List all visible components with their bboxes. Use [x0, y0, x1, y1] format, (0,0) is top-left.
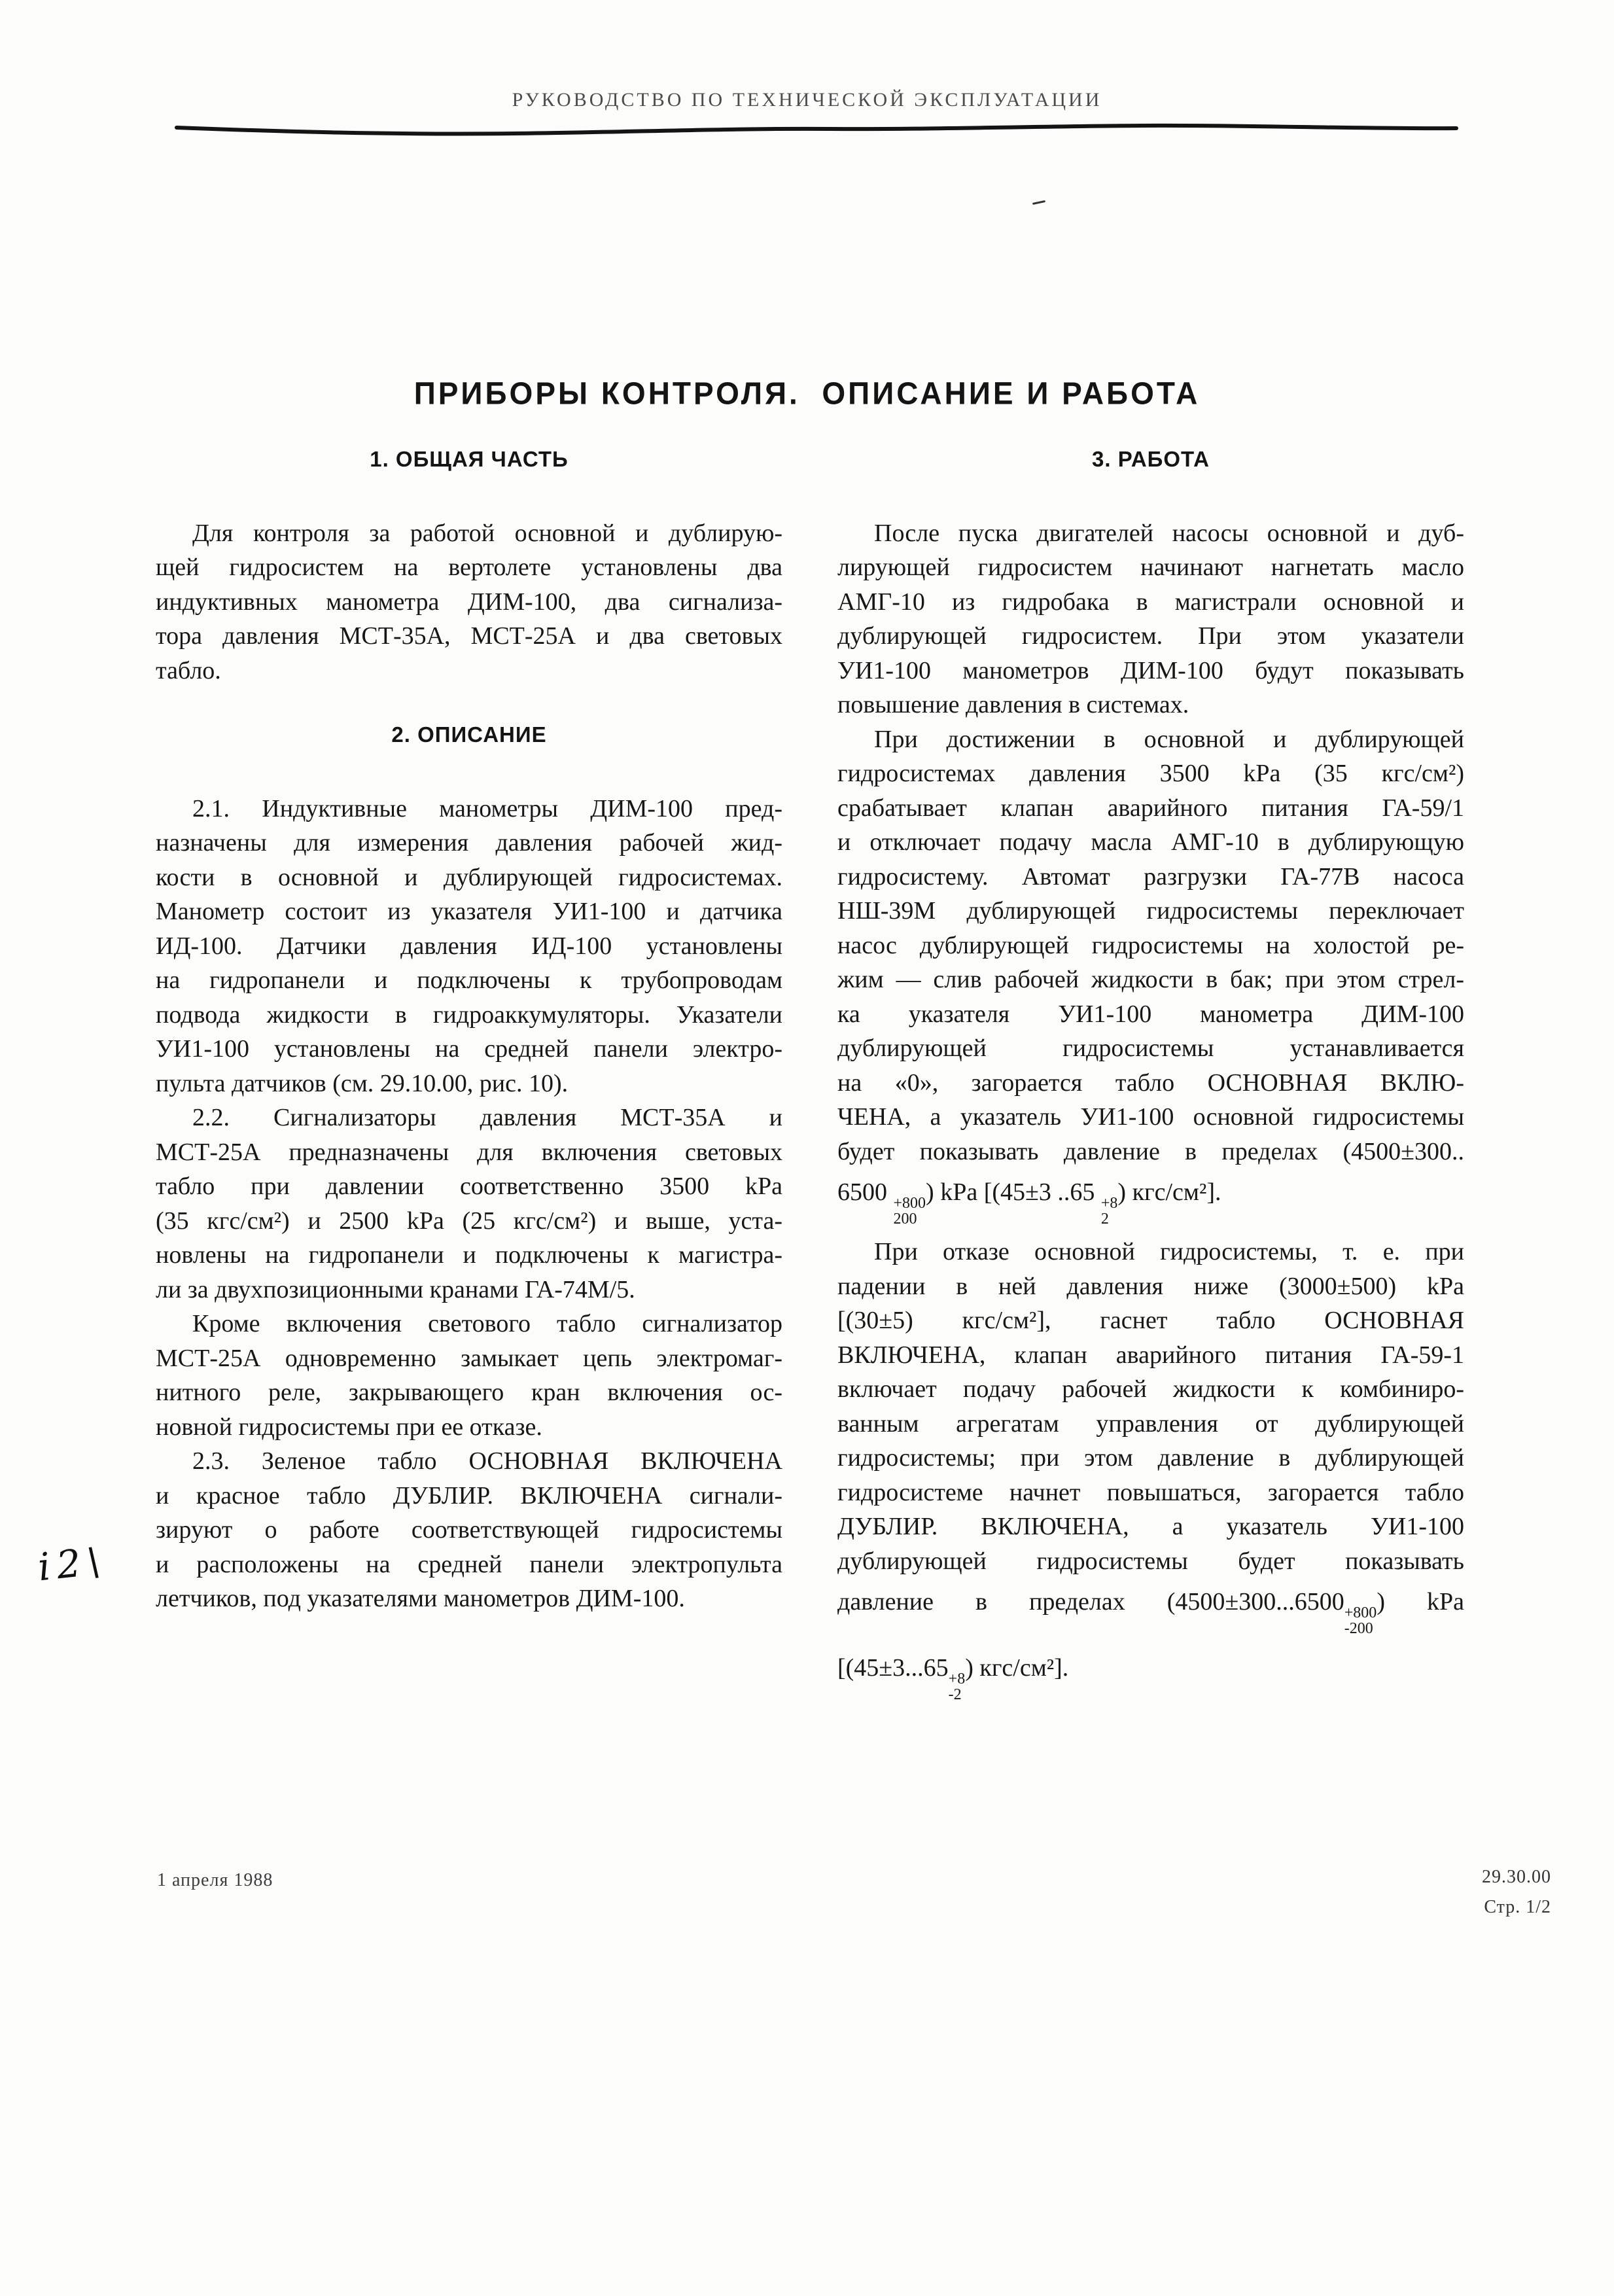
text-line: нитного реле, закрывающего кран включения ос- — [156, 1379, 782, 1406]
text-line: 2.3. Зеленое табло ОСНОВНАЯ ВКЛЮЧЕНА — [192, 1447, 782, 1475]
text-line: новлены на гидропанели и подключены к магистра- — [156, 1241, 782, 1269]
text-line: 6500 +800 200 ) kPa [(45±3 ..65 +8 2 ) кгс/см²]. — [837, 1178, 1221, 1227]
text-line: дублирующей гидросистемы будет показывать — [837, 1547, 1464, 1575]
text-line: ка указателя УИ1-100 манометра ДИМ-100 — [837, 1000, 1464, 1028]
text-line: [(45±3...65 +8 -2 ) кгс/см²]. — [837, 1654, 1069, 1703]
text-line: лирующей гидросистем начинают нагнетать масло — [837, 554, 1464, 581]
text-line: ВКЛЮЧЕНА, клапан аварийного питания ГА-59-1 — [837, 1341, 1464, 1369]
text-line: ЧЕНА, а указатель УИ1-100 основной гидросистемы — [837, 1103, 1464, 1131]
text-line: гидросистему. Автомат разгрузки ГА-77В насоса — [837, 862, 1464, 891]
tolerance-stack: +8 2 — [1100, 1195, 1118, 1227]
text-line: включает подачу рабочей жидкости к комбиниро- — [837, 1375, 1464, 1403]
text-line: ИД-100. Датчики давления ИД-100 установлены — [156, 932, 782, 960]
text-line: (35 кгс/см²) и 2500 kPa (25 кгс/см²) и выше, уста- — [156, 1207, 782, 1235]
left-column — [156, 442, 782, 1616]
tolerance-stack: +800 -200 — [1344, 1604, 1377, 1637]
text-line: гидросистеме начнет повышаться, загорается табло — [837, 1478, 1464, 1506]
paragraph-2-1 — [156, 792, 782, 1101]
text-line: и отключает подачу масла АМГ-10 в дублирующую — [837, 828, 1464, 856]
text-line: УИ1-100 установлены на средней панели электро- — [156, 1035, 782, 1063]
text-line: Манометр состоит из указателя УИ1-100 и датчика — [156, 898, 782, 925]
text-line: Для контроля за работой основной и дублирую- — [192, 519, 782, 547]
text-line: дублирующей гидросистем. При этом указатели — [837, 622, 1464, 650]
footer-reference — [1482, 1862, 1551, 1922]
scan-artifact-dash — [1032, 200, 1045, 205]
text-line: назначены для измерения давления рабочей жид- — [156, 829, 782, 857]
text-line: подвода жидкости в гидроаккумуляторы. Указатели — [156, 1000, 782, 1029]
text-line: После пуска двигателей насосы основной и дуб- — [874, 519, 1464, 547]
text-line: будет показывать давление в пределах (4500±300.. — [837, 1137, 1464, 1165]
footer-page-ref: Стр. 1/2 — [1484, 1897, 1551, 1917]
section-heading-operation: 3. РАБОТА — [1092, 447, 1210, 471]
text-line: При отказе основной гидросистемы, т. е. при — [874, 1238, 1464, 1265]
paragraph-work-2 — [837, 722, 1464, 1235]
text-line: на «0», загорается табло ОСНОВНАЯ ВКЛЮ- — [837, 1069, 1464, 1097]
text-line: повышение давления в системах. — [837, 691, 1189, 718]
text-line: щей гидросистем на вертолете установлены два — [156, 554, 782, 581]
tolerance-stack: +800 200 — [893, 1195, 926, 1227]
text-line: насос дублирующей гидросистемы на холостой ре- — [837, 931, 1464, 959]
text-line: срабатывает клапан аварийного питания ГА-59/1 — [837, 794, 1464, 822]
text-line: МСТ-25А предназначены для включения световых — [156, 1138, 782, 1166]
right-column — [837, 442, 1464, 1710]
text-line: зируют о работе соответствующей гидросистемы — [156, 1516, 782, 1544]
text-line: и красное табло ДУБЛИР. ВКЛЮЧЕНА сигнали- — [156, 1481, 782, 1510]
text-line: 2.2. Сигнализаторы давления МСТ-35А и — [192, 1104, 782, 1131]
handwritten-page-mark: i2\ — [35, 1538, 109, 1590]
text-line: ДУБЛИР. ВКЛЮЧЕНА, а указатель УИ1-100 — [837, 1513, 1464, 1540]
text-line: [(30±5) кгс/см²], гаснет табло ОСНОВНАЯ — [837, 1307, 1464, 1334]
text-line: и расположены на средней панели электропульта — [156, 1550, 782, 1578]
text-line: падении в ней давления ниже (3000±500) kPa — [837, 1272, 1464, 1300]
text-line: тора давления МСТ-35А, МСТ-25А и два световых — [156, 622, 782, 650]
paragraph-general — [156, 516, 782, 688]
text-line: пульта датчиков (см. 29.10.00, рис. 10). — [156, 1069, 569, 1097]
text-line: АМГ-10 из гидробака в магистрали основной и — [837, 588, 1464, 616]
text-line: ванным агрегатам управления от дублирующей — [837, 1409, 1464, 1438]
text-line: табло при давлении соответственно 3500 kPa — [156, 1173, 782, 1200]
text-line: дублирующей гидросистемы устанавливается — [837, 1034, 1464, 1062]
footer-date: 1 апреля 1988 — [157, 1870, 273, 1890]
text-line: НШ-39М дублирующей гидросистемы переключает — [837, 897, 1464, 925]
paragraph-2-3 — [156, 1444, 782, 1616]
section-heading-general: 1. ОБЩАЯ ЧАСТЬ — [370, 447, 569, 471]
section-heading-description: 2. ОПИСАНИЕ — [391, 722, 547, 747]
text-line: При достижении в основной и дублирующей — [874, 725, 1464, 753]
paragraph-work-3 — [837, 1235, 1464, 1710]
text-line: на гидропанели и подключены к трубопроводам — [156, 966, 782, 994]
text-line: УИ1-100 манометров ДИМ-100 будут показывать — [837, 656, 1464, 684]
paragraph-work-1 — [837, 516, 1464, 722]
text-line: Кроме включения светового табло сигнализатор — [192, 1310, 782, 1337]
text-line: гидросистемах давления 3500 kPa (35 кгс/см²) — [837, 760, 1464, 787]
paragraph-2-2 — [156, 1101, 782, 1307]
text-line: давление в пределах (4500±300...6500 +800 -200 ) kPa — [837, 1588, 1464, 1637]
footer-doc-number: 29.30.00 — [1482, 1867, 1551, 1887]
text-line: жим — слив рабочей жидкости в бак; при этом стрел- — [837, 966, 1464, 993]
page-title: ПРИБОРЫ КОНТРОЛЯ. ОПИСАНИЕ И РАБОТА — [413, 375, 1201, 412]
text-line: индуктивных манометра ДИМ-100, два сигнализа- — [156, 588, 782, 616]
text-line: ли за двухпозиционными кранами ГА-74М/5. — [156, 1275, 635, 1303]
text-line: гидросистемы; при этом давление в дублирующей — [837, 1444, 1464, 1472]
text-line: 2.1. Индуктивные манометры ДИМ-100 пред- — [192, 794, 782, 822]
text-line: летчиков, под указателями манометров ДИМ-100. — [156, 1585, 685, 1612]
text-line: кости в основной и дублирующей гидросистемах. — [156, 863, 782, 891]
paragraph-krome — [156, 1307, 782, 1444]
tolerance-stack: +8 -2 — [948, 1670, 966, 1703]
running-header: РУКОВОДСТВО ПО ТЕХНИЧЕСКОЙ ЭКСПЛУАТАЦИИ — [512, 89, 1102, 111]
header-rule — [174, 123, 1459, 137]
text-line: МСТ-25А одновременно замыкает цепь электромаг- — [156, 1344, 782, 1372]
text-line: табло. — [156, 656, 221, 684]
text-line: новной гидросистемы при ее отказе. — [156, 1413, 542, 1441]
